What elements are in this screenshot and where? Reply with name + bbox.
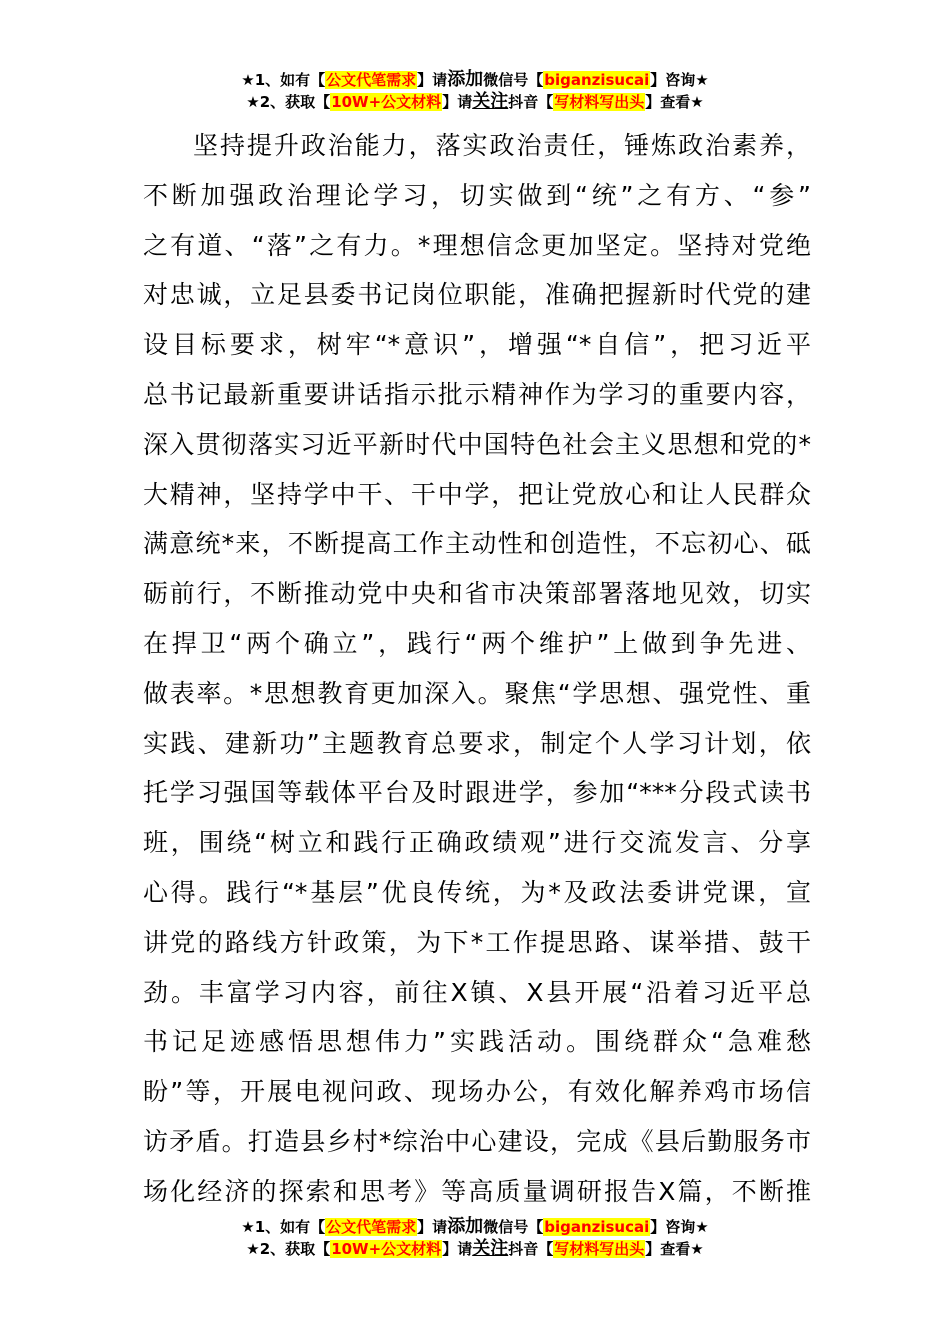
banner-text: 抖音【	[508, 1240, 554, 1258]
banner-text: 微信号【	[483, 1218, 544, 1236]
body-line: 在捍卫“两个确立”，践行“两个维护”上做到争先进、	[143, 628, 811, 658]
body-line: 大精神，坚持学中干、干中学，把让党放心和让人民群众	[143, 479, 811, 509]
body-line: 实践、建新功”主题教育总要求，制定个人学习计划，依	[143, 728, 811, 758]
banner-text: 】咨询★	[650, 71, 709, 89]
document-body	[143, 121, 811, 1217]
banner-line-1	[0, 69, 950, 91]
body-line: 设目标要求，树牢“*意识”，增强“*自信”，把习近平	[143, 330, 811, 360]
banner-text: 】查看★	[645, 93, 704, 111]
banner-emphasis: 添加	[447, 69, 484, 90]
body-line: 之有道、“落”之有力。*理想信念更加坚定。坚持对党绝	[143, 230, 811, 260]
banner-text: 】查看★	[645, 1240, 704, 1258]
banner-line-2	[0, 91, 950, 113]
body-line: 对忠诚，立足县委书记岗位职能，准确把握新时代党的建	[143, 280, 811, 310]
banner-text: 】咨询★	[650, 1218, 709, 1236]
highlight-service: 公文代笔需求	[326, 1218, 417, 1236]
banner-text: 】请	[442, 1240, 473, 1258]
banner-emphasis: 关注	[472, 91, 509, 112]
body-line: 盼”等，开展电视问政、现场办公，有效化解养鸡市场信	[143, 1077, 811, 1107]
banner-emphasis: 关注	[472, 1238, 509, 1259]
banner-emphasis: 添加	[447, 1216, 484, 1237]
body-line: 心得。践行“*基层”优良传统，为*及政法委讲党课，宣	[143, 877, 811, 907]
body-line: 劲。丰富学习内容，前往X镇、X县开展“沿着习近平总	[143, 977, 811, 1007]
body-line: 深入贯彻落实习近平新时代中国特色社会主义思想和党的*	[143, 429, 811, 459]
body-line: 访矛盾。打造县乡村*综治中心建设，完成《县后勤服务市	[143, 1126, 811, 1156]
banner-line-1	[0, 1216, 950, 1238]
banner-text: ★1、如有【	[241, 71, 326, 89]
banner-text: ★1、如有【	[241, 1218, 326, 1236]
body-line: 砺前行，不断推动党中央和省市决策部署落地见效，切实	[143, 579, 811, 609]
highlight-materials: 10W+公文材料	[331, 1240, 442, 1258]
highlight-wechat-id: biganzisucai	[544, 71, 650, 89]
top-banner	[0, 69, 950, 113]
banner-text: 】请	[442, 93, 473, 111]
body-line: 托学习强国等载体平台及时跟进学，参加“***分段式读书	[143, 778, 811, 808]
body-line: 场化经济的探索和思考》等高质量调研报告X篇，不断推	[143, 1176, 811, 1206]
body-line: 书记足迹感悟思想伟力”实践活动。围绕群众“急难愁	[143, 1027, 811, 1057]
bottom-banner	[0, 1216, 950, 1260]
body-line: 做表率。*思想教育更加深入。聚焦“学思想、强党性、重	[143, 678, 811, 708]
highlight-service: 公文代笔需求	[326, 71, 417, 89]
highlight-materials: 10W+公文材料	[331, 93, 442, 111]
highlight-douyin-account: 写材料写出头	[554, 93, 645, 111]
banner-text: 微信号【	[483, 71, 544, 89]
body-line: 坚持提升政治能力，落实政治责任，锤炼政治素养，	[193, 131, 811, 160]
body-line: 班，围绕“树立和践行正确政绩观”进行交流发言、分享	[143, 828, 811, 858]
banner-text: 】请	[417, 71, 448, 89]
body-line: 讲党的路线方针政策，为下*工作提思路、谋举措、鼓干	[143, 927, 811, 957]
banner-text: ★2、获取【	[246, 93, 331, 111]
body-line: 总书记最新重要讲话指示批示精神作为学习的重要内容，	[143, 379, 811, 409]
banner-text: ★2、获取【	[246, 1240, 331, 1258]
banner-text: 】请	[417, 1218, 448, 1236]
banner-line-2	[0, 1238, 950, 1260]
highlight-douyin-account: 写材料写出头	[554, 1240, 645, 1258]
body-line: 满意统*来，不断提高工作主动性和创造性，不忘初心、砥	[143, 529, 811, 559]
banner-text: 抖音【	[508, 93, 554, 111]
highlight-wechat-id: biganzisucai	[544, 1218, 650, 1236]
body-line: 不断加强政治理论学习，切实做到“统”之有方、“参”	[143, 180, 811, 210]
